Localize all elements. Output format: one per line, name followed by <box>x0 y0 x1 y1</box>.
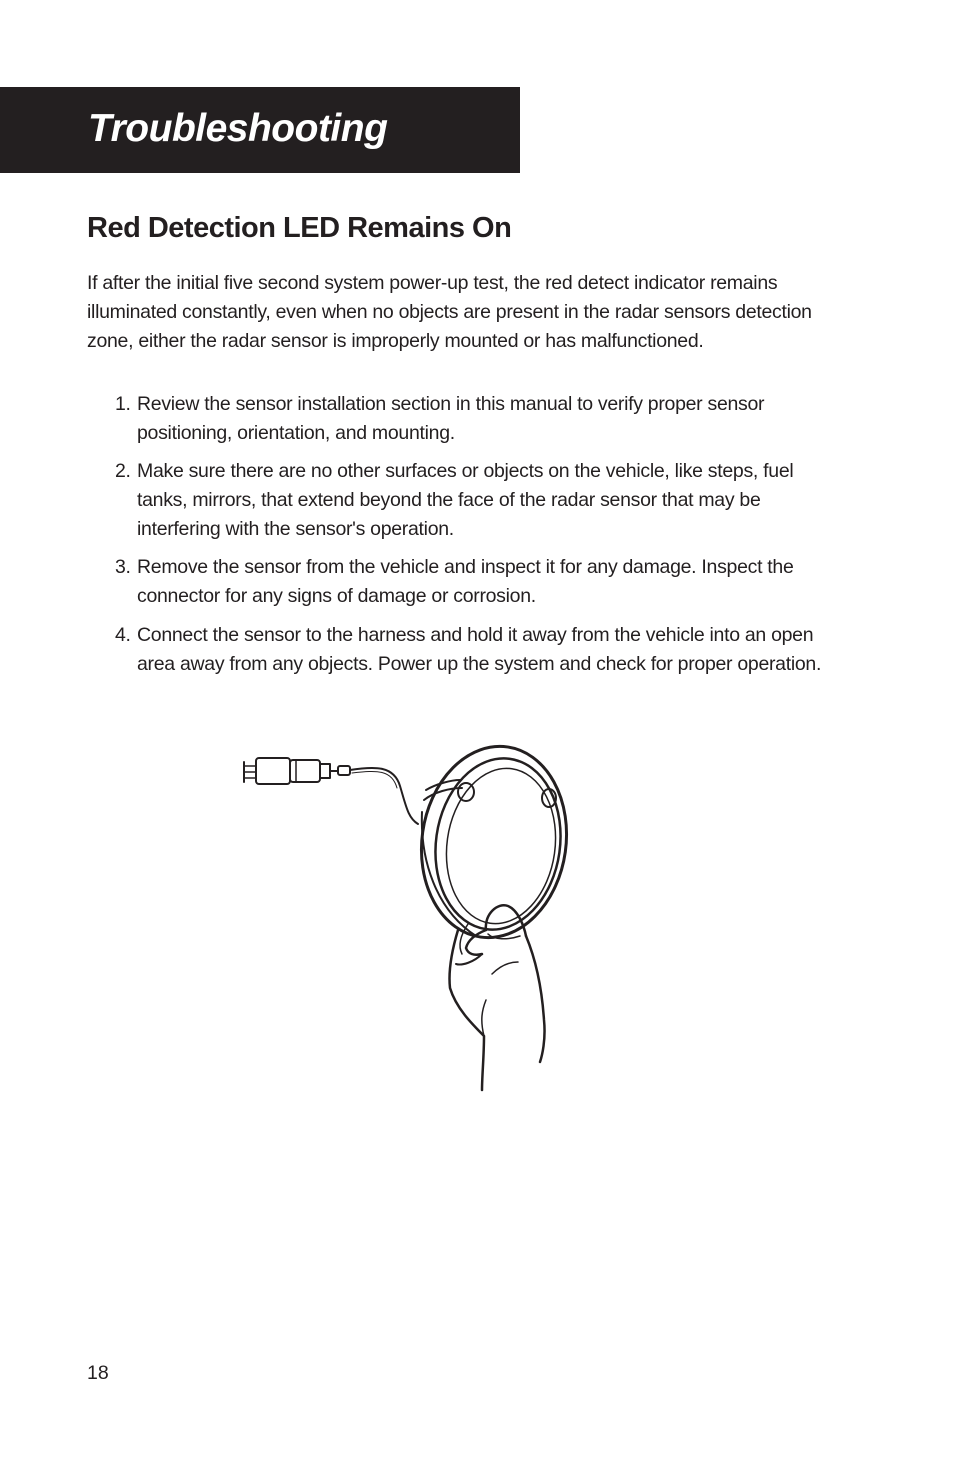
page-number: 18 <box>87 1362 109 1384</box>
chapter-banner <box>0 87 520 173</box>
step-number: 3. <box>115 556 131 578</box>
intro-paragraph: If after the initial five second system power-up test, the red detect indicator remains illuminated constantly, even when no objects are present in the radar sensors detection zone, either the radar sensor is improperly mounted or has malfunctioned. <box>87 272 812 352</box>
sensor-cable <box>350 768 418 824</box>
sensor-illustration <box>236 740 576 1095</box>
step-text: Remove the sensor from the vehicle and inspect it for any damage. Inspect the connector for any signs of damage or corrosion. <box>137 556 794 607</box>
chapter-title: Troubleshooting <box>88 107 388 150</box>
step-number: 1. <box>115 393 131 415</box>
step-text: Make sure there are no other surfaces or objects on the vehicle, like steps, fuel tanks, mirrors, that extend beyond the face of the radar sensor that may be interfering with the sensor's operation. <box>137 460 794 540</box>
hand-icon <box>449 905 544 1090</box>
radar-sensor-icon <box>409 740 576 947</box>
step-number: 4. <box>115 624 131 646</box>
step-number: 2. <box>115 460 131 482</box>
harness-connector-icon <box>244 758 350 784</box>
step-text: Connect the sensor to the harness and hold it away from the vehicle into an open area away from any objects. Power up the system and check for proper operation. <box>137 624 822 675</box>
section-title: Red Detection LED Remains On <box>87 212 512 244</box>
step-text: Review the sensor installation section in this manual to verify proper sensor positioning, orientation, and mounting. <box>137 393 765 444</box>
hand-holding-radar-sensor-icon <box>236 740 576 1095</box>
